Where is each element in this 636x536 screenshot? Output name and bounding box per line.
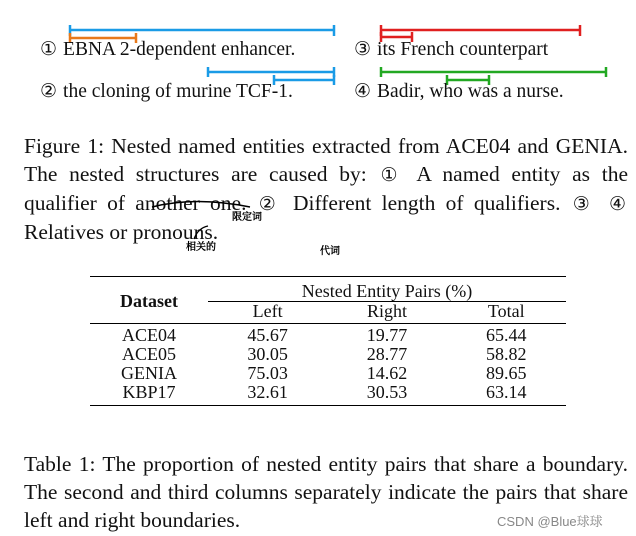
table-row [90, 324, 566, 346]
cell-dataset: GENIA [121, 363, 177, 383]
figure-caption-part-3: of another one. [107, 191, 247, 215]
table-row [90, 364, 566, 383]
cell-left: 32.61 [247, 382, 288, 402]
figure-caption-part-5: or [109, 220, 128, 244]
table-header-row [90, 277, 566, 302]
example-4-text: Badir, who was a nurse. [377, 81, 564, 102]
handwritten-note-qualifier: 限定词 [232, 212, 262, 223]
cell-right: 30.53 [366, 382, 408, 402]
figure-caption-circle-2: ② [258, 193, 281, 215]
cell-right: 14.62 [366, 363, 408, 383]
word-qualifier: qualifier [24, 191, 97, 215]
cell-right: 28.77 [366, 344, 408, 364]
cell-dataset: ACE04 [122, 325, 176, 345]
cell-right: 19.77 [366, 325, 408, 345]
header-nested-entity-pairs: Nested Entity Pairs (%) [208, 277, 566, 302]
example-1-number: ① [40, 38, 58, 60]
table-caption: Table 1: The proportion of nested entity pairs that share a boundary. The second and third columns separately indicate the pairs that share left and right boundaries. [24, 452, 628, 532]
subheader-total: Total [487, 301, 525, 321]
figure-caption-part-4: Different length of qualifiers. [292, 191, 561, 215]
header-dataset: Dataset [120, 291, 178, 311]
handwritten-note-relatives: 相关的 [186, 242, 216, 253]
subheader-right: Right [366, 301, 407, 321]
example-3-text: its French counterpart [377, 39, 549, 60]
example-3-number: ③ [354, 38, 372, 60]
underline-qualifier [152, 202, 250, 208]
cell-total: 89.65 [486, 363, 527, 383]
word-relatives: Relatives [24, 220, 105, 244]
nested-entity-table [90, 276, 566, 406]
figure-caption-circle-1: ① [380, 164, 404, 186]
cell-left: 75.03 [247, 363, 288, 383]
figure-caption-circle-3: ③ [572, 193, 595, 215]
example-2-number: ② [40, 80, 58, 102]
figure-caption-part-6: . [212, 220, 219, 244]
example-4-number: ④ [354, 80, 372, 102]
figure-caption-part-1: Figure 1: Nested named entities extracted from ACE04 and GENIA. The nested structures are caused by: [24, 134, 628, 186]
handwritten-note-pronouns: 代词 [320, 246, 340, 257]
table-row [90, 345, 566, 364]
example-1-text: EBNA 2-dependent enhancer. [63, 39, 296, 60]
example-2-text: the cloning of murine TCF-1. [63, 81, 293, 102]
subheader-left: Left [252, 301, 283, 321]
cell-total: 58.82 [486, 344, 527, 364]
figure-caption-circle-4: ④ [608, 193, 627, 215]
figure-caption-part-2: A named entity as the [416, 162, 628, 186]
cell-left: 30.05 [247, 344, 288, 364]
cell-left: 45.67 [247, 325, 288, 345]
cell-dataset: ACE05 [122, 344, 176, 364]
cell-total: 65.44 [486, 325, 527, 345]
cell-dataset: KBP17 [122, 382, 176, 402]
word-pronouns: pronouns [132, 220, 213, 244]
watermark: CSDN @Blue球球 [497, 514, 603, 529]
table-row [90, 383, 566, 406]
cell-total: 63.14 [486, 382, 527, 402]
